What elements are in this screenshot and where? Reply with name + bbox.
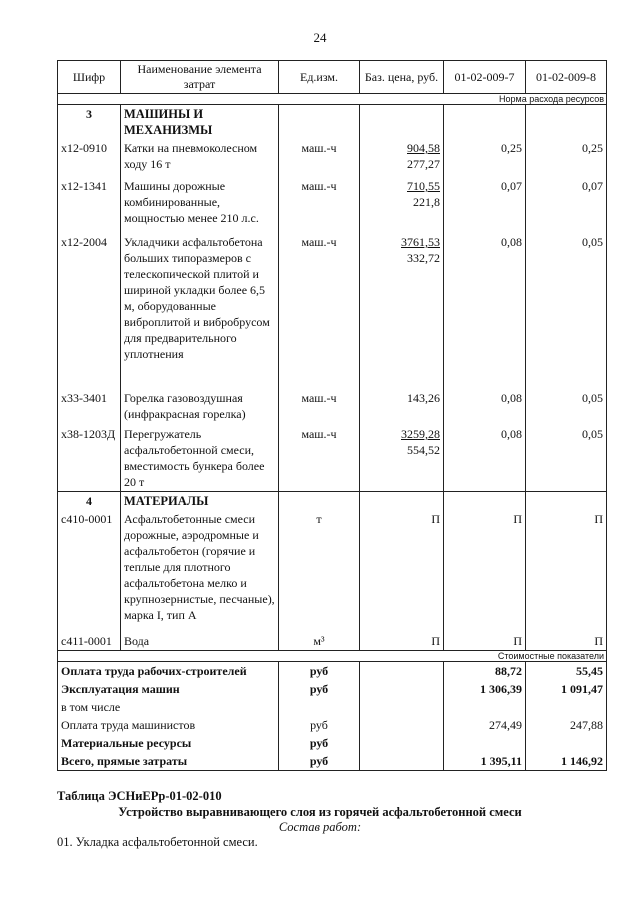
row-value-1: П xyxy=(444,632,526,651)
table-title: Таблица ЭСНиЕРр-01-02-010 xyxy=(57,789,222,803)
row-unit: маш.-ч xyxy=(279,139,360,177)
section-title: МАШИНЫ И МЕХАНИЗМЫ xyxy=(121,105,279,140)
row-value-2: П xyxy=(526,510,607,632)
composition-label: Состав работ: xyxy=(278,820,362,834)
header-code: Шифр xyxy=(58,61,121,94)
summary-row xyxy=(58,734,607,752)
row-unit: маш.-ч xyxy=(279,177,360,233)
work-item: 01. Укладка асфальтобетонной смеси. xyxy=(57,835,258,849)
table-row xyxy=(58,139,607,177)
row-name: Перегружатель асфальтобетонной смеси, вместимость бункера более 20 т xyxy=(121,425,279,492)
row-value-1: П xyxy=(444,510,526,632)
table-row xyxy=(58,233,607,389)
row-code: х12-0910 xyxy=(58,139,121,177)
table-row xyxy=(58,425,607,492)
row-name: Вода xyxy=(121,632,279,651)
table-row xyxy=(58,632,607,651)
row-value-1: 0,08 xyxy=(444,425,526,492)
summary-row xyxy=(58,716,607,734)
row-name: Горелка газовоздушная (инфракрасная горелка) xyxy=(121,389,279,425)
row-code: х38-1203Д xyxy=(58,425,121,492)
row-name: Машины дорожные комбинированные, мощностью менее 210 л.с. xyxy=(121,177,279,233)
band-cost-row xyxy=(58,651,607,662)
row-value-2: П xyxy=(526,632,607,651)
header-unit: Ед.изм. xyxy=(279,61,360,94)
row-price-2: 332,72 xyxy=(407,251,440,265)
summary-unit: руб xyxy=(279,662,360,681)
row-price: 710,55 xyxy=(407,179,440,193)
section-row xyxy=(58,492,607,511)
summary-label: Эксплуатация машин xyxy=(58,680,279,698)
summary-value-2: 1 091,47 xyxy=(526,680,607,698)
summary-value-1: 1 395,11 xyxy=(444,752,526,771)
summary-value-1: 1 306,39 xyxy=(444,680,526,698)
row-code: х33-3401 xyxy=(58,389,121,425)
summary-unit: руб xyxy=(279,716,360,734)
summary-label: Оплата труда машинистов xyxy=(58,716,279,734)
row-price-2: 277,27 xyxy=(407,157,440,171)
section-title: МАТЕРИАЛЫ xyxy=(121,492,279,511)
row-price-2: 221,8 xyxy=(413,195,440,209)
table-subtitle: Устройство выравнивающего слоя из горячей асфальтобетонной смеси xyxy=(118,805,522,819)
row-code: с411-0001 xyxy=(58,632,121,651)
row-price-2: 554,52 xyxy=(407,443,440,457)
summary-row xyxy=(58,698,607,716)
row-code: с410-0001 xyxy=(58,510,121,632)
row-price: П xyxy=(360,632,444,651)
header-price: Баз. цена, руб. xyxy=(360,61,444,94)
summary-value-2: 1 146,92 xyxy=(526,752,607,771)
row-unit: т xyxy=(279,510,360,632)
summary-unit: руб xyxy=(279,752,360,771)
row-value-1: 0,08 xyxy=(444,233,526,389)
section-number: 3 xyxy=(58,105,121,140)
resource-table xyxy=(57,60,607,771)
summary-unit: руб xyxy=(279,680,360,698)
summary-value-1: 274,49 xyxy=(444,716,526,734)
section-number: 4 xyxy=(58,492,121,511)
summary-row xyxy=(58,680,607,698)
row-price: 904,58 xyxy=(407,141,440,155)
row-value-2: 0,05 xyxy=(526,233,607,389)
band-cost: Стоимостные показатели xyxy=(58,651,607,662)
header-name: Наименование элемента затрат xyxy=(121,61,279,94)
row-price: П xyxy=(360,510,444,632)
summary-value-1: 88,72 xyxy=(444,662,526,681)
summary-label: в том числе xyxy=(58,698,279,716)
row-value-2: 0,07 xyxy=(526,177,607,233)
page-number: 24 xyxy=(313,30,327,45)
row-price: 143,26 xyxy=(360,389,444,425)
table-row xyxy=(58,177,607,233)
row-value-2: 0,05 xyxy=(526,389,607,425)
summary-unit: руб xyxy=(279,734,360,752)
row-unit: маш.-ч xyxy=(279,425,360,492)
row-value-2: 0,05 xyxy=(526,425,607,492)
row-unit: маш.-ч xyxy=(279,389,360,425)
row-value-2: 0,25 xyxy=(526,139,607,177)
band-norm: Норма расхода ресурсов xyxy=(58,94,607,105)
row-unit: маш.-ч xyxy=(279,233,360,389)
row-value-1: 0,07 xyxy=(444,177,526,233)
summary-label: Оплата труда рабочих-строителей xyxy=(58,662,279,681)
row-price: 3259,28 xyxy=(401,427,440,441)
summary-row xyxy=(58,662,607,681)
summary-row xyxy=(58,752,607,771)
band-norm-row xyxy=(58,94,607,105)
row-value-1: 0,08 xyxy=(444,389,526,425)
header-row xyxy=(58,61,607,94)
header-col2: 01-02-009-8 xyxy=(526,61,607,94)
table-row xyxy=(58,389,607,425)
summary-label: Всего, прямые затраты xyxy=(58,752,279,771)
row-name: Укладчики асфальтобетона больших типоразмеров с телескопической плитой и шириной укладки более 6,5 м, оборудованные виброплитой и вибробрусом для предварительного уплотнения xyxy=(121,233,279,389)
row-name: Катки на пневмоколесном ходу 16 т xyxy=(121,139,279,177)
summary-value-2: 247,88 xyxy=(526,716,607,734)
row-price: 3761,53 xyxy=(401,235,440,249)
summary-value-2: 55,45 xyxy=(526,662,607,681)
section-row xyxy=(58,105,607,140)
row-code: х12-2004 xyxy=(58,233,121,389)
row-value-1: 0,25 xyxy=(444,139,526,177)
header-col1: 01-02-009-7 xyxy=(444,61,526,94)
row-unit: м³ xyxy=(279,632,360,651)
row-code: х12-1341 xyxy=(58,177,121,233)
summary-label: Материальные ресурсы xyxy=(58,734,279,752)
row-name: Асфальтобетонные смеси дорожные, аэродромные и асфальтобетон (горячие и теплые для плотного асфальтобетона мелко и крупнозернистые, песчаные), марка I, тип А xyxy=(121,510,279,632)
table-row xyxy=(58,510,607,632)
